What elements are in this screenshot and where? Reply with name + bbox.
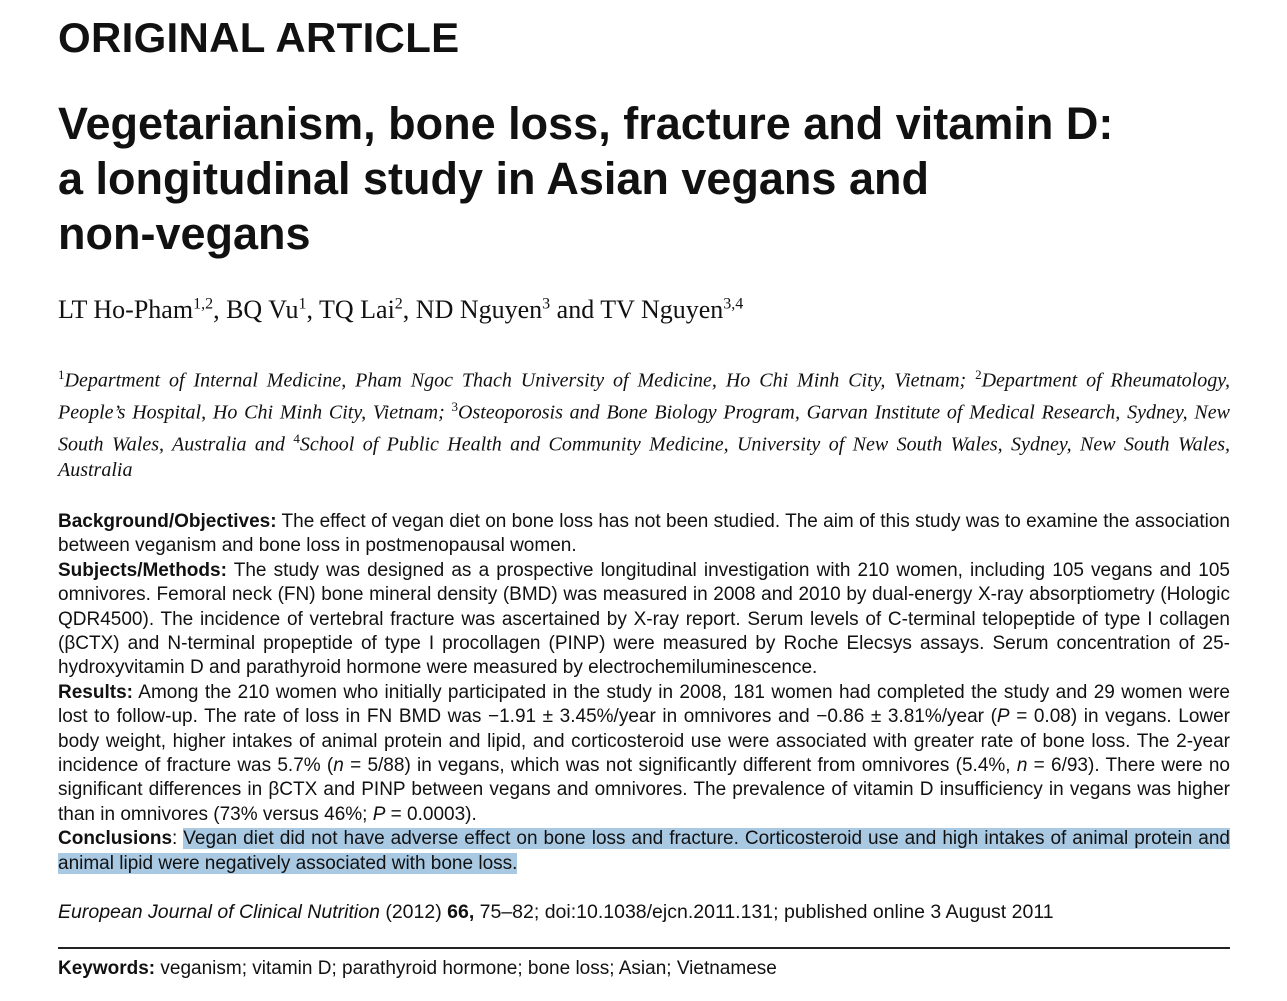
- methods-text: The study was designed as a prospective longitudinal investigation with 210 women, including 105 vegans and 105 omnivores. Femoral neck (FN) bone mineral density (BMD) was measured in 2008 and 2010 by dual-energy X-ray absorptiometry (Hologic QDR4500). The incidence of vertebral fracture was ascertained by X-ray report. Serum levels of C-terminal telopeptide of type I collagen (βCTX) and N-terminal propeptide of type I procollagen (PINP) were measured by Roche Elecsys assays. Serum concentration of 25-hydroxyvitamin D and parathyroid hormone were measured by electrochemiluminescence.: [58, 559, 1231, 679]
- background-text: The effect of vegan diet on bone loss has not been studied. The aim of this study was to examine the association between veganism and bone loss in postmenopausal women.: [58, 511, 1230, 557]
- journal-name: European Journal of Clinical Nutrition: [58, 901, 380, 923]
- affiliation-number: 1: [58, 367, 65, 382]
- n-symbol: n: [1016, 755, 1028, 777]
- author-separator: ,: [213, 295, 227, 324]
- author-name: TV Nguyen: [600, 295, 724, 324]
- results-text: Among the 210 women who initially participated in the study in 2008, 181 women had completed the study and 29 women were lost to follow-up. The rate of loss in FN BMD was −1.91 ± 3.45%/year in omnivores and −0.86 ± 3.81%/year (: [58, 681, 1231, 728]
- keywords: [58, 958, 777, 980]
- abstract-methods: [58, 559, 1230, 681]
- results-text: = 5/88) in vegans, which was not significantly different from omnivores (5.4%,: [343, 755, 1017, 777]
- author-separator: and: [550, 295, 601, 324]
- author-list: [58, 295, 743, 325]
- author-separator: ,: [402, 295, 416, 324]
- background-heading: Background/Objectives:: [58, 511, 277, 532]
- author-affil-ref: 2: [394, 295, 403, 313]
- abstract-results: [58, 681, 1230, 827]
- title-line-2: a longitudinal study in Asian vegans and: [58, 153, 929, 204]
- article-title: [58, 96, 1258, 261]
- conclusions-heading: Conclusions: [58, 828, 173, 850]
- affiliation-text: Department of Internal Medicine, Pham Ngoc Thach University of Medicine, Ho Chi Minh City, Vietnam;: [64, 369, 976, 392]
- author-affil-ref: 1,2: [193, 295, 214, 313]
- author-separator: ,: [306, 295, 319, 324]
- citation-details: 75–82; doi:10.1038/ejcn.2011.131; published online 3 August 2011: [474, 901, 1054, 923]
- affiliation-number: 4: [293, 431, 300, 447]
- results-text: = 6/93). There were no significant differences in βCTX and PINP between vegans and omnivores. The prevalence of vitamin D insufficiency in vegans was higher than in omnivores (73% versus 46%;: [58, 755, 1230, 825]
- citation-volume: 66,: [447, 901, 475, 923]
- section-divider: [58, 947, 1230, 949]
- keywords-label: Keywords:: [58, 958, 156, 979]
- affiliation-text: School of Public Health and Community Medicine, University of New South Wales, Sydney, New South Wales, Australia: [58, 433, 1230, 482]
- author-name: LT Ho-Pham: [58, 295, 194, 324]
- p-value-symbol: P: [996, 706, 1010, 728]
- author-affil-ref: 3: [542, 295, 551, 313]
- affiliation-text: Osteoporosis and Bone Biology Program, Garvan Institute of Medical Research, Sydney, New South Wales, Australia and: [58, 401, 1230, 456]
- methods-heading: Subjects/Methods:: [58, 559, 227, 581]
- citation: [58, 901, 1054, 924]
- conclusions-colon: :: [172, 828, 184, 850]
- author-name: ND Nguyen: [415, 295, 543, 324]
- affiliation-text: Department of Rheumatology, People’s Hospital, Ho Chi Minh City, Vietnam;: [58, 369, 1230, 424]
- abstract-conclusions: [58, 827, 1230, 876]
- abstract-background: [58, 510, 1230, 559]
- author-name: BQ Vu: [226, 295, 299, 324]
- affiliation-number: 2: [975, 367, 982, 382]
- affiliation-number: 3: [451, 399, 459, 415]
- n-symbol: n: [333, 755, 344, 777]
- p-value-symbol: P: [372, 803, 386, 825]
- author-affil-ref: 3,4: [723, 295, 744, 313]
- title-line-1: Vegetarianism, bone loss, fracture and vitamin D:: [58, 98, 1114, 149]
- title-line-3: non-vegans: [58, 208, 311, 259]
- results-text: = 0.08) in vegans. Lower body weight, higher intakes of animal protein and lipid, and corticosteroid use were associated with greater rate of bone loss. The 2-year incidence of fracture was 5.7% (: [58, 706, 1230, 777]
- abstract: [58, 510, 1230, 876]
- keywords-list: veganism; vitamin D; parathyroid hormone; bone loss; Asian; Vietnamese: [155, 958, 777, 979]
- results-text: = 0.0003).: [385, 803, 477, 825]
- highlighted-conclusions-text[interactable]: Vegan diet did not have adverse effect on bone loss and fracture. Corticosteroid use and high intakes of animal protein and animal lipid were negatively associated with bone loss.: [58, 828, 1230, 874]
- citation-year: (2012): [379, 901, 448, 923]
- results-heading: Results:: [58, 681, 133, 703]
- affiliations: [58, 362, 1230, 484]
- section-label: ORIGINAL ARTICLE: [58, 14, 460, 61]
- author-name: TQ Lai: [318, 295, 395, 324]
- author-affil-ref: 1: [298, 295, 307, 313]
